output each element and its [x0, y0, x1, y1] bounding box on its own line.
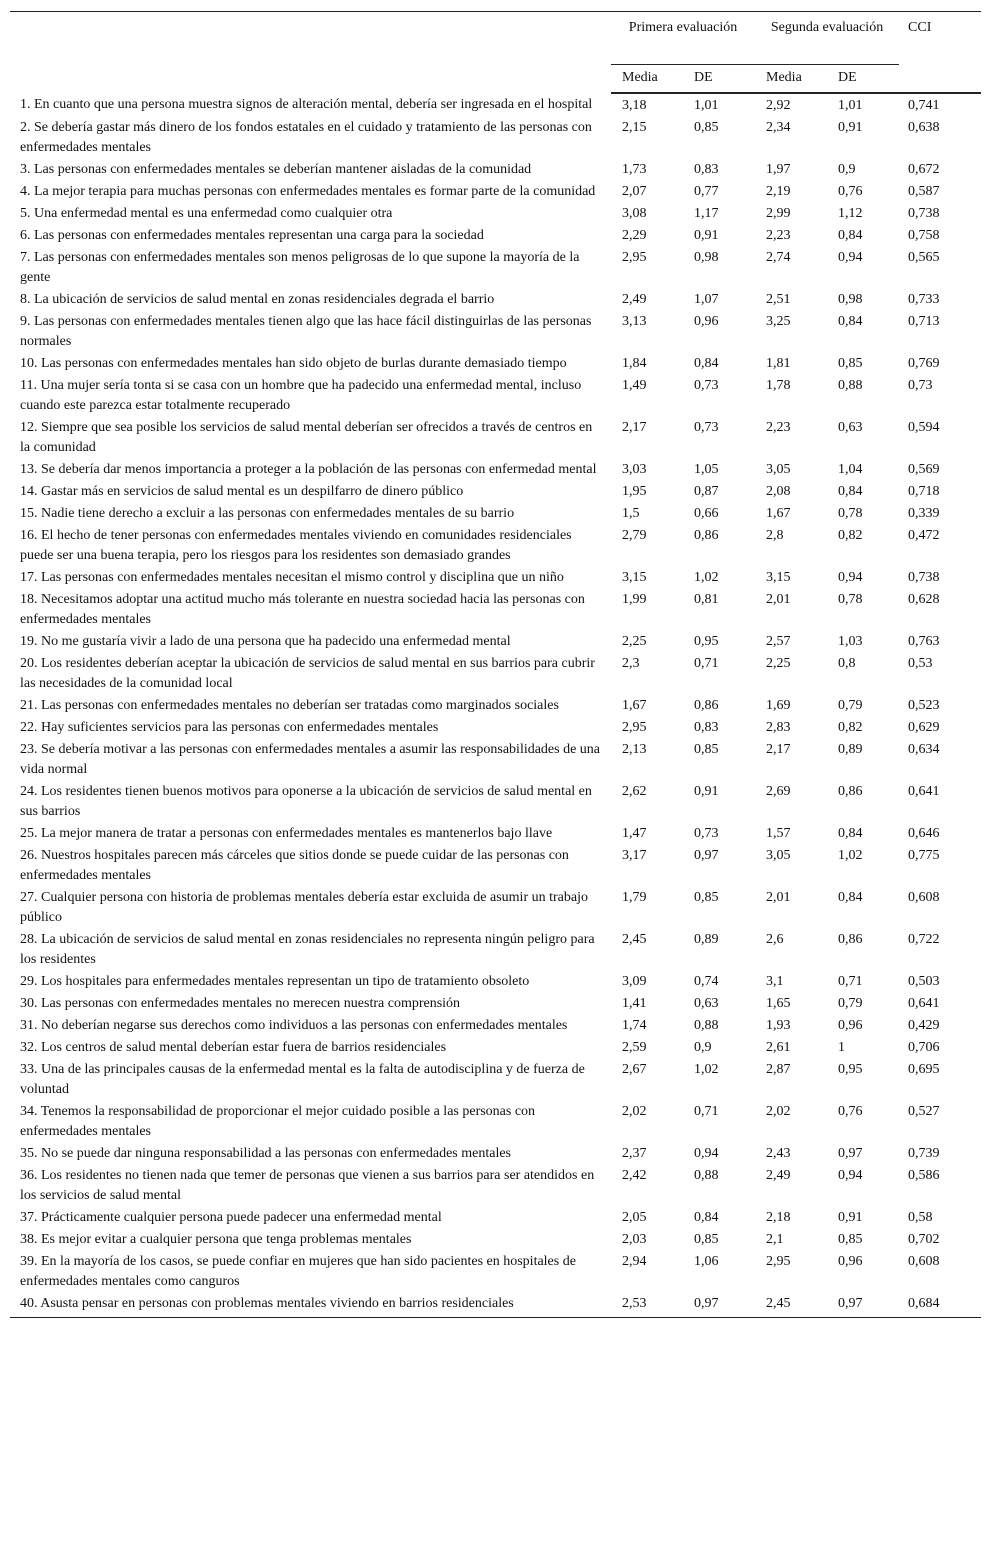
- cci-cell: 0,586: [908, 1168, 940, 1183]
- sd-first-cell: 0,71: [694, 1104, 719, 1119]
- mean-first-cell: 1,5: [622, 506, 640, 521]
- mean-second-cell: 2,01: [766, 890, 791, 905]
- sd-header-second: DE: [827, 64, 899, 93]
- mean-first-cell: 2,17: [622, 420, 647, 435]
- mean-second-cell: 3,05: [766, 462, 791, 477]
- mean-first-cell: 2,62: [622, 784, 647, 799]
- mean-second-cell: 2,25: [766, 656, 791, 671]
- table-row: [10, 181, 981, 203]
- sd-first-cell: 1,02: [694, 1062, 719, 1077]
- item-text: 9. Las personas con enfermedades mentales tienen algo que las hace fácil distinguirlas de las personas normales: [20, 314, 592, 349]
- mean-first-cell: 2,67: [622, 1062, 647, 1077]
- item-text: 1. En cuanto que una persona muestra signos de alteración mental, debería ser ingresada en el hospital: [20, 97, 593, 112]
- data-table-container: [10, 11, 981, 1318]
- table-row: [10, 823, 981, 845]
- cci-cell: 0,758: [908, 228, 940, 243]
- mean-second-cell: 1,78: [766, 378, 791, 393]
- mean-first-cell: 2,59: [622, 1040, 647, 1055]
- mean-second-cell: 2,57: [766, 634, 791, 649]
- sd-first-cell: 1,07: [694, 292, 719, 307]
- cci-cell: 0,565: [908, 250, 940, 265]
- sd-first-cell: 0,73: [694, 826, 719, 841]
- mean-first-cell: 1,95: [622, 484, 647, 499]
- sd-first-cell: 0,73: [694, 420, 719, 435]
- item-text: 13. Se debería dar menos importancia a proteger a la población de las personas con enfermedad mental: [20, 462, 597, 477]
- item-text: 11. Una mujer sería tonta si se casa con un hombre que ha padecido una enfermedad mental, incluso cuando este parezca estar totalmente recuperado: [20, 378, 582, 413]
- mean-first-cell: 1,84: [622, 356, 647, 371]
- table-row: [10, 717, 981, 739]
- mean-second-cell: 3,1: [766, 974, 784, 989]
- table-row: [10, 1101, 981, 1143]
- mean-first-cell: 3,09: [622, 974, 647, 989]
- item-text: 10. Las personas con enfermedades mentales han sido objeto de burlas durante demasiado tiempo: [20, 356, 567, 371]
- cci-cell: 0,429: [908, 1018, 940, 1033]
- cci-cell: 0,472: [908, 528, 940, 543]
- sd-first-cell: 0,84: [694, 356, 719, 371]
- table-row: [10, 459, 981, 481]
- sd-first-cell: 0,85: [694, 742, 719, 757]
- mean-second-cell: 1,81: [766, 356, 791, 371]
- item-text: 8. La ubicación de servicios de salud mental en zonas residenciales degrada el barrio: [20, 292, 495, 307]
- mean-second-cell: 2,92: [766, 98, 791, 113]
- item-text: 36. Los residentes no tienen nada que temer de personas que vienen a sus barrios para ser atendidos en los servicios de salud mental: [20, 1168, 595, 1203]
- sd-first-cell: 0,87: [694, 484, 719, 499]
- sd-second-cell: 0,79: [838, 996, 863, 1011]
- item-text: 37. Prácticamente cualquier persona puede padecer una enfermedad mental: [20, 1210, 442, 1225]
- sd-second-cell: 0,85: [838, 1232, 863, 1247]
- sd-first-cell: 0,96: [694, 314, 719, 329]
- mean-first-cell: 3,17: [622, 848, 647, 863]
- item-text: 33. Una de las principales causas de la enfermedad mental es la falta de autodisciplina y de fuerza de voluntad: [20, 1062, 585, 1097]
- mean-first-cell: 2,95: [622, 250, 647, 265]
- mean-first-cell: 2,05: [622, 1210, 647, 1225]
- mean-second-cell: 2,49: [766, 1168, 791, 1183]
- sd-first-cell: 0,86: [694, 528, 719, 543]
- mean-first-cell: 1,47: [622, 826, 647, 841]
- sd-second-cell: 0,84: [838, 484, 863, 499]
- item-text: 19. No me gustaría vivir a lado de una persona que ha padecido una enfermedad mental: [20, 634, 511, 649]
- sd-first-cell: 0,86: [694, 698, 719, 713]
- sd-first-cell: 0,84: [694, 1210, 719, 1225]
- sd-second-cell: 0,84: [838, 228, 863, 243]
- table-row: [10, 247, 981, 289]
- table-row: [10, 1229, 981, 1251]
- table-row: [10, 993, 981, 1015]
- mean-first-cell: 2,3: [622, 656, 640, 671]
- mean-second-cell: 2,02: [766, 1104, 791, 1119]
- table-row: [10, 929, 981, 971]
- sd-second-cell: 0,82: [838, 528, 863, 543]
- table-row: [10, 117, 981, 159]
- sd-second-cell: 0,98: [838, 292, 863, 307]
- item-text: 17. Las personas con enfermedades mentales necesitan el mismo control y disciplina que un niño: [20, 570, 564, 585]
- sd-second-cell: 0,97: [827, 1293, 899, 1318]
- cci-cell: 0,339: [908, 506, 940, 521]
- sd-first-cell: 0,66: [694, 506, 719, 521]
- mean-first-cell: 3,03: [622, 462, 647, 477]
- sd-second-cell: 0,71: [838, 974, 863, 989]
- sd-header-first: DE: [683, 64, 755, 93]
- item-text: 30. Las personas con enfermedades mentales no merecen nuestra comprensión: [20, 996, 461, 1011]
- sd-first-cell: 0,85: [694, 120, 719, 135]
- item-text: 2. Se debería gastar más dinero de los fondos estatales en el cuidado y tratamiento de las personas con enfermedades mentales: [20, 120, 592, 155]
- sd-second-cell: 0,85: [838, 356, 863, 371]
- item-text: 16. El hecho de tener personas con enfermedades mentales viviendo en comunidades residenciales puede ser una buena terapia, pero los riesgos para los residentes son demasiado grandes: [20, 528, 572, 563]
- table-row: [10, 1251, 981, 1293]
- sd-first-cell: 0,81: [694, 592, 719, 607]
- mean-second-cell: 3,25: [766, 314, 791, 329]
- item-text: 29. Los hospitales para enfermedades mentales representan un tipo de tratamiento obsoleto: [20, 974, 530, 989]
- sd-second-cell: 0,94: [838, 250, 863, 265]
- mean-second-cell: 2,17: [766, 742, 791, 757]
- item-text: 34. Tenemos la responsabilidad de proporcionar el mejor cuidado posible a las personas con enfermedades mentales: [20, 1104, 536, 1139]
- mean-second-cell: 1,65: [766, 996, 791, 1011]
- sd-first-cell: 0,85: [694, 890, 719, 905]
- mean-second-cell: 2,01: [766, 592, 791, 607]
- cci-header: CCI: [899, 12, 981, 94]
- cci-cell: 0,634: [908, 742, 940, 757]
- item-text: 7. Las personas con enfermedades mentales son menos peligrosas de lo que supone la mayoría de la gente: [20, 250, 580, 285]
- mean-second-cell: 2,87: [766, 1062, 791, 1077]
- mean-first-cell: 2,02: [622, 1104, 647, 1119]
- sd-first-cell: 1,02: [694, 570, 719, 585]
- mean-first-cell: 2,45: [622, 932, 647, 947]
- mean-first-cell: 3,15: [622, 570, 647, 585]
- table-row: [10, 567, 981, 589]
- table-row: [10, 739, 981, 781]
- item-text: 15. Nadie tiene derecho a excluir a las personas con enfermedades mentales de su barrio: [20, 506, 515, 521]
- sd-second-cell: 0,97: [838, 1146, 863, 1161]
- mean-second-cell: 1,97: [766, 162, 791, 177]
- sd-first-cell: 0,91: [694, 228, 719, 243]
- sd-first-cell: 1,01: [694, 98, 719, 113]
- table-row: [10, 1293, 981, 1318]
- sd-first-cell: 0,85: [694, 1232, 719, 1247]
- cci-cell: 0,769: [908, 356, 940, 371]
- sd-second-cell: 0,84: [838, 890, 863, 905]
- sd-second-cell: 1,04: [838, 462, 863, 477]
- sd-second-cell: 0,84: [838, 314, 863, 329]
- mean-second-cell: 2,95: [766, 1254, 791, 1269]
- item-text: 27. Cualquier persona con historia de problemas mentales debería estar excluida de asumir un trabajo público: [20, 890, 588, 925]
- cci-cell: 0,775: [908, 848, 940, 863]
- sd-second-cell: 0,95: [838, 1062, 863, 1077]
- table-row: [10, 887, 981, 929]
- mean-first-cell: 3,13: [622, 314, 647, 329]
- cci-cell: 0,695: [908, 1062, 940, 1077]
- mean-second-cell: 2,61: [766, 1040, 791, 1055]
- mean-second-cell: 2,45: [755, 1293, 827, 1318]
- mean-second-cell: 2,6: [766, 932, 784, 947]
- sd-first-cell: 1,06: [694, 1254, 719, 1269]
- mean-first-cell: 1,74: [622, 1018, 647, 1033]
- mean-second-cell: 2,19: [766, 184, 791, 199]
- cci-cell: 0,638: [908, 120, 940, 135]
- cci-cell: 0,684: [899, 1293, 981, 1318]
- item-text: 28. La ubicación de servicios de salud mental en zonas residenciales no representa ningún peligro para los residentes: [20, 932, 595, 967]
- sd-first-cell: 0,9: [694, 1040, 712, 1055]
- sd-second-cell: 0,94: [838, 570, 863, 585]
- sd-first-cell: 0,89: [694, 932, 719, 947]
- cci-cell: 0,738: [908, 570, 940, 585]
- sd-second-cell: 0,94: [838, 1168, 863, 1183]
- first-evaluation-header: Primera evaluación: [611, 12, 755, 65]
- table-row: [10, 1165, 981, 1207]
- table-row: [10, 631, 981, 653]
- sd-second-cell: 0,89: [838, 742, 863, 757]
- sd-second-cell: 1,02: [838, 848, 863, 863]
- mean-header-second: Media: [755, 64, 827, 93]
- mean-first-cell: 3,08: [622, 206, 647, 221]
- cci-cell: 0,587: [908, 184, 940, 199]
- item-text: 38. Es mejor evitar a cualquier persona que tenga problemas mentales: [20, 1232, 412, 1247]
- sd-second-cell: 0,78: [838, 592, 863, 607]
- cci-cell: 0,641: [908, 996, 940, 1011]
- cci-cell: 0,763: [908, 634, 940, 649]
- sd-second-cell: 0,86: [838, 932, 863, 947]
- table-row: [10, 417, 981, 459]
- sd-second-cell: 0,9: [838, 162, 856, 177]
- mean-first-cell: 2,03: [622, 1232, 647, 1247]
- sd-first-cell: 0,97: [683, 1293, 755, 1318]
- table-row: [10, 1037, 981, 1059]
- mean-first-cell: 3,18: [622, 98, 647, 113]
- cci-cell: 0,53: [908, 656, 933, 671]
- item-text: 22. Hay suficientes servicios para las personas con enfermedades mentales: [20, 720, 439, 735]
- item-text: 3. Las personas con enfermedades mentales se deberían mantener aisladas de la comunidad: [20, 162, 532, 177]
- cci-cell: 0,594: [908, 420, 940, 435]
- cci-cell: 0,608: [908, 1254, 940, 1269]
- mean-first-cell: 2,25: [622, 634, 647, 649]
- sd-first-cell: 0,63: [694, 996, 719, 1011]
- mean-second-cell: 2,08: [766, 484, 791, 499]
- cci-cell: 0,58: [908, 1210, 933, 1225]
- cci-cell: 0,608: [908, 890, 940, 905]
- table-row: [10, 289, 981, 311]
- sd-first-cell: 0,83: [694, 720, 719, 735]
- mean-second-cell: 2,69: [766, 784, 791, 799]
- cci-cell: 0,702: [908, 1232, 940, 1247]
- item-column-header: [10, 12, 611, 94]
- sd-first-cell: 0,88: [694, 1018, 719, 1033]
- mean-second-cell: 2,51: [766, 292, 791, 307]
- cci-cell: 0,503: [908, 974, 940, 989]
- table-row: [10, 653, 981, 695]
- cci-cell: 0,706: [908, 1040, 940, 1055]
- cci-cell: 0,722: [908, 932, 940, 947]
- mean-first-cell: 1,41: [622, 996, 647, 1011]
- item-text: 12. Siempre que sea posible los servicios de salud mental deberían ser ofrecidos a través de centros en la comunidad: [20, 420, 593, 455]
- mean-first-cell: 1,99: [622, 592, 647, 607]
- item-text: 5. Una enfermedad mental es una enfermedad como cualquier otra: [20, 206, 393, 221]
- mean-first-cell: 1,67: [622, 698, 647, 713]
- cci-cell: 0,713: [908, 314, 940, 329]
- sd-second-cell: 0,76: [838, 184, 863, 199]
- table-row: [10, 375, 981, 417]
- sd-first-cell: 0,83: [694, 162, 719, 177]
- cci-cell: 0,718: [908, 484, 940, 499]
- table-row: [10, 311, 981, 353]
- sd-second-cell: 0,84: [838, 826, 863, 841]
- item-text: 39. En la mayoría de los casos, se puede confiar en mujeres que han sido pacientes en hospitales de enfermedades mentales como canguros: [20, 1254, 576, 1289]
- table-body: [10, 93, 981, 1318]
- sd-second-cell: 1: [838, 1040, 846, 1055]
- cci-cell: 0,733: [908, 292, 940, 307]
- mean-second-cell: 2,34: [766, 120, 791, 135]
- cci-cell: 0,628: [908, 592, 940, 607]
- mean-first-cell: 1,73: [622, 162, 647, 177]
- item-text: 18. Necesitamos adoptar una actitud mucho más tolerante en nuestra sociedad hacia las personas con enfermedades mentales: [20, 592, 585, 627]
- mean-second-cell: 2,1: [766, 1232, 784, 1247]
- item-text: 31. No deberían negarse sus derechos como individuos a las personas con enfermedades mentales: [20, 1018, 568, 1033]
- mean-second-cell: 1,69: [766, 698, 791, 713]
- sd-second-cell: 1,03: [838, 634, 863, 649]
- mean-first-cell: 2,79: [622, 528, 647, 543]
- mean-first-cell: 2,42: [622, 1168, 647, 1183]
- mean-second-cell: 2,8: [766, 528, 784, 543]
- item-text: 25. La mejor manera de tratar a personas con enfermedades mentales es mantenerlos bajo llave: [20, 826, 553, 841]
- item-text: 32. Los centros de salud mental deberían estar fuera de barrios residenciales: [20, 1040, 447, 1055]
- item-text: 4. La mejor terapia para muchas personas con enfermedades mentales es formar parte de la comunidad: [20, 184, 596, 199]
- table-row: [10, 695, 981, 717]
- item-text: 40. Asusta pensar en personas con problemas mentales viviendo en barrios residenciales: [10, 1293, 611, 1318]
- sd-second-cell: 0,91: [838, 120, 863, 135]
- table-row: [10, 203, 981, 225]
- mean-second-cell: 2,18: [766, 1210, 791, 1225]
- reliability-table: [10, 11, 981, 1318]
- mean-first-cell: 2,15: [622, 120, 647, 135]
- cci-cell: 0,629: [908, 720, 940, 735]
- sd-first-cell: 0,73: [694, 378, 719, 393]
- table-row: [10, 481, 981, 503]
- sd-second-cell: 0,79: [838, 698, 863, 713]
- sd-second-cell: 0,63: [838, 420, 863, 435]
- sd-first-cell: 1,17: [694, 206, 719, 221]
- mean-first-cell: 1,79: [622, 890, 647, 905]
- sd-second-cell: 0,8: [838, 656, 856, 671]
- mean-first-cell: 2,94: [622, 1254, 647, 1269]
- cci-cell: 0,741: [908, 98, 940, 113]
- mean-second-cell: 2,23: [766, 420, 791, 435]
- cci-cell: 0,73: [908, 378, 933, 393]
- mean-first-cell: 2,37: [622, 1146, 647, 1161]
- table-row: [10, 93, 981, 117]
- sd-first-cell: 0,88: [694, 1168, 719, 1183]
- mean-first-cell: 2,53: [611, 1293, 683, 1318]
- sd-first-cell: 0,91: [694, 784, 719, 799]
- mean-first-cell: 2,95: [622, 720, 647, 735]
- mean-second-cell: 2,99: [766, 206, 791, 221]
- sd-second-cell: 0,76: [838, 1104, 863, 1119]
- sd-second-cell: 0,96: [838, 1018, 863, 1033]
- sd-first-cell: 0,71: [694, 656, 719, 671]
- table-row: [10, 1143, 981, 1165]
- cci-cell: 0,523: [908, 698, 940, 713]
- item-text: 26. Nuestros hospitales parecen más cárceles que sitios donde se puede cuidar de las personas con enfermedades mentales: [20, 848, 569, 883]
- mean-first-cell: 2,49: [622, 292, 647, 307]
- table-row: [10, 1015, 981, 1037]
- sd-second-cell: 0,82: [838, 720, 863, 735]
- table-row: [10, 589, 981, 631]
- table-header: [10, 12, 981, 94]
- sd-first-cell: 0,77: [694, 184, 719, 199]
- cci-cell: 0,672: [908, 162, 940, 177]
- mean-first-cell: 2,07: [622, 184, 647, 199]
- sd-second-cell: 0,91: [838, 1210, 863, 1225]
- table-row: [10, 159, 981, 181]
- sd-second-cell: 0,78: [838, 506, 863, 521]
- cci-cell: 0,738: [908, 206, 940, 221]
- sd-second-cell: 0,96: [838, 1254, 863, 1269]
- table-row: [10, 1059, 981, 1101]
- item-text: 20. Los residentes deberían aceptar la ubicación de servicios de salud mental en sus barrios para cubrir las necesidades de la comunidad local: [20, 656, 595, 691]
- item-text: 35. No se puede dar ninguna responsabilidad a las personas con enfermedades mentales: [20, 1146, 512, 1161]
- sd-first-cell: 0,95: [694, 634, 719, 649]
- table-row: [10, 1207, 981, 1229]
- second-evaluation-header: Segunda evaluación: [755, 12, 899, 65]
- mean-second-cell: 1,57: [766, 826, 791, 841]
- sd-second-cell: 1,01: [838, 98, 863, 113]
- table-row: [10, 781, 981, 823]
- cci-cell: 0,739: [908, 1146, 940, 1161]
- table-row: [10, 503, 981, 525]
- mean-first-cell: 2,13: [622, 742, 647, 757]
- sd-first-cell: 1,05: [694, 462, 719, 477]
- cci-cell: 0,646: [908, 826, 940, 841]
- mean-second-cell: 2,43: [766, 1146, 791, 1161]
- item-text: 21. Las personas con enfermedades mentales no deberían ser tratadas como marginados sociales: [20, 698, 559, 713]
- mean-second-cell: 3,15: [766, 570, 791, 585]
- sd-first-cell: 0,98: [694, 250, 719, 265]
- mean-second-cell: 3,05: [766, 848, 791, 863]
- cci-cell: 0,527: [908, 1104, 940, 1119]
- mean-first-cell: 1,49: [622, 378, 647, 393]
- mean-second-cell: 2,23: [766, 228, 791, 243]
- mean-second-cell: 1,93: [766, 1018, 791, 1033]
- item-text: 24. Los residentes tienen buenos motivos para oponerse a la ubicación de servicios de salud mental en sus barrios: [20, 784, 592, 819]
- cci-cell: 0,641: [908, 784, 940, 799]
- table-row: [10, 225, 981, 247]
- sd-second-cell: 0,88: [838, 378, 863, 393]
- sd-first-cell: 0,94: [694, 1146, 719, 1161]
- mean-second-cell: 2,83: [766, 720, 791, 735]
- table-row: [10, 353, 981, 375]
- sd-second-cell: 1,12: [838, 206, 863, 221]
- sd-second-cell: 0,86: [838, 784, 863, 799]
- table-row: [10, 525, 981, 567]
- sd-first-cell: 0,97: [694, 848, 719, 863]
- table-row: [10, 845, 981, 887]
- cci-cell: 0,569: [908, 462, 940, 477]
- mean-first-cell: 2,29: [622, 228, 647, 243]
- mean-header-first: Media: [611, 64, 683, 93]
- item-text: 6. Las personas con enfermedades mentales representan una carga para la sociedad: [20, 228, 484, 243]
- sd-first-cell: 0,74: [694, 974, 719, 989]
- item-text: 23. Se debería motivar a las personas con enfermedades mentales a asumir las responsabilidades de una vida normal: [20, 742, 601, 777]
- mean-second-cell: 2,74: [766, 250, 791, 265]
- mean-second-cell: 1,67: [766, 506, 791, 521]
- table-row: [10, 971, 981, 993]
- item-text: 14. Gastar más en servicios de salud mental es un despilfarro de dinero público: [20, 484, 464, 499]
